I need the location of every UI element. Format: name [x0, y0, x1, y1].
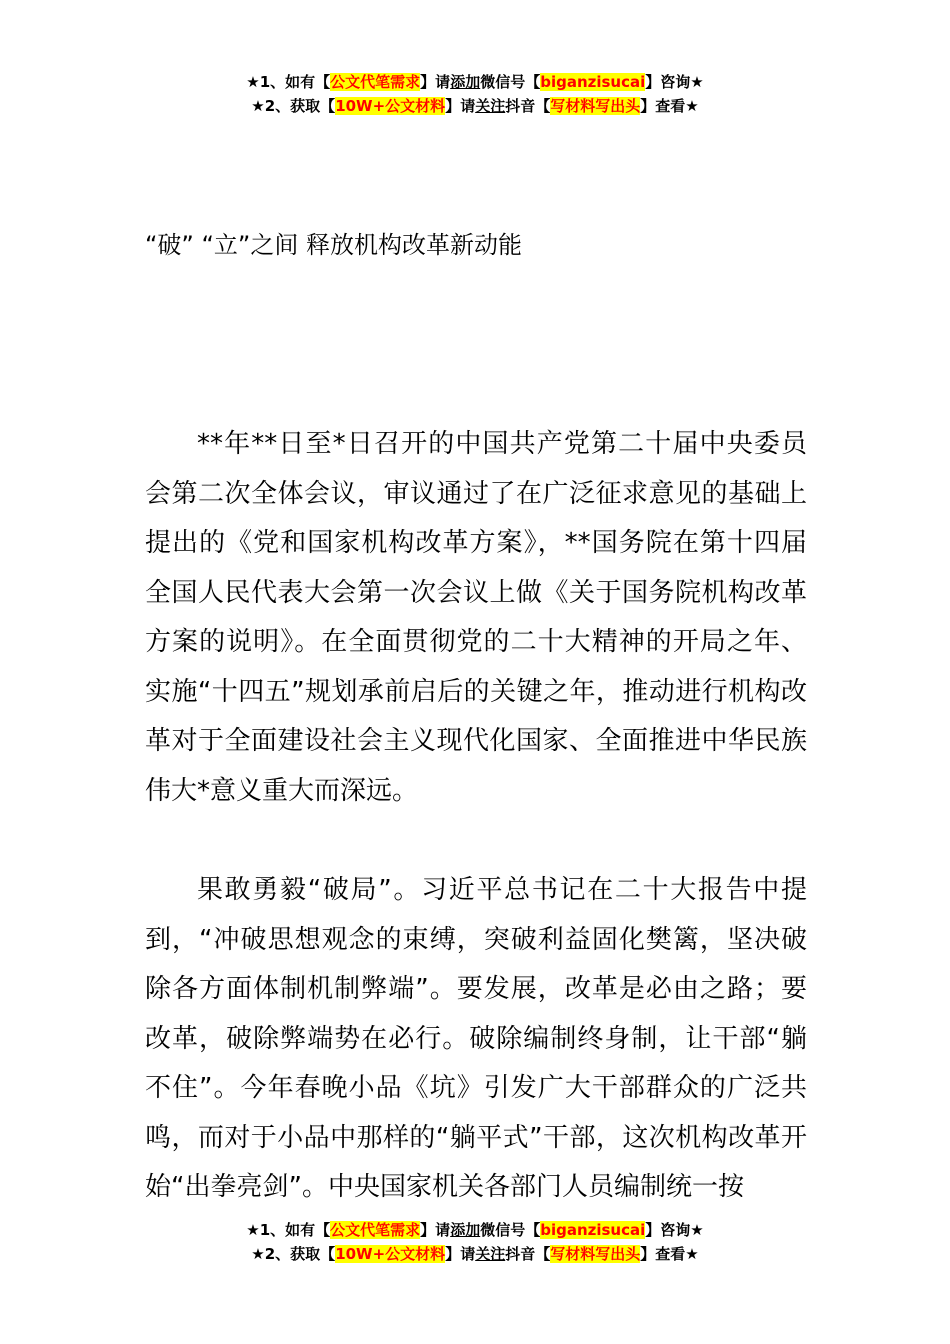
highlight-wechat-id: biganzisucai [540, 1221, 646, 1239]
banner-text: 】查看★ [640, 97, 699, 115]
banner-text: 】请 [420, 1221, 451, 1239]
document-title: “破” “立”之间 释放机构改革新动能 [145, 231, 522, 259]
banner-text: ★1、如有【 [246, 73, 331, 91]
banner-underlined-text: 关注 [475, 1245, 506, 1263]
banner-underlined-text: 添加 [450, 73, 481, 91]
banner-text: 】请 [445, 1245, 476, 1263]
header-banner [0, 70, 950, 118]
banner-underlined-text: 添加 [450, 1221, 481, 1239]
banner-text: 微信号【 [480, 73, 541, 91]
paragraph-1: **年**日至*日召开的中国共产党第二十届中央委员会第二次全体会议，审议通过了在广泛征求意见的基础上提出的《党和国家机构改革方案》，**国务院在第十四届全国人民代表大会第一次会议上做《关于国务院机构改革方案的说明》。在全面贯彻党的二十大精神的开局之年、实施“十四五”规划承前启后的关键之年，推动进行机构改革对于全面建设社会主义现代化国家、全面推进中华民族伟大*意义重大而深远。 [145, 429, 807, 806]
paragraph-2: 果敢勇毅“破局”。习近平总书记在二十大报告中提到，“冲破思想观念的束缚，突破利益固化樊篱，坚决破除各方面体制机制弊端”。要发展，改革是必由之路；要改革，破除弊端势在必行。破除编制终身制，让干部“躺不住”。今年春晚小品《坑》引发广大干部群众的广泛共鸣，而对于小品中那样的“躺平式”干部，这次机构改革开始“出拳亮剑”。中央国家机关各部门人员编制统一按 [145, 875, 807, 1202]
highlight-material: 10W+公文材料 [335, 97, 446, 115]
banner-line-2 [0, 94, 950, 118]
banner-text: 抖音【 [505, 97, 551, 115]
banner-text: 】咨询★ [645, 73, 704, 91]
highlight-douyin-account: 写材料写出头 [550, 97, 641, 115]
highlight-service: 公文代笔需求 [330, 73, 421, 91]
banner-text: 微信号【 [480, 1221, 541, 1239]
banner-line-1 [0, 1218, 950, 1242]
highlight-material: 10W+公文材料 [335, 1245, 446, 1263]
highlight-service: 公文代笔需求 [330, 1221, 421, 1239]
highlight-wechat-id: biganzisucai [540, 73, 646, 91]
banner-text: ★1、如有【 [246, 1221, 331, 1239]
banner-text: ★2、获取【 [251, 97, 336, 115]
banner-text: ★2、获取【 [251, 1245, 336, 1263]
banner-text: 抖音【 [505, 1245, 551, 1263]
banner-underlined-text: 关注 [475, 97, 506, 115]
highlight-douyin-account: 写材料写出头 [550, 1245, 641, 1263]
banner-line-1 [0, 70, 950, 94]
banner-text: 】请 [420, 73, 451, 91]
banner-text: 】请 [445, 97, 476, 115]
banner-text: 】咨询★ [645, 1221, 704, 1239]
footer-banner [0, 1218, 950, 1266]
banner-line-2 [0, 1242, 950, 1266]
banner-text: 】查看★ [640, 1245, 699, 1263]
